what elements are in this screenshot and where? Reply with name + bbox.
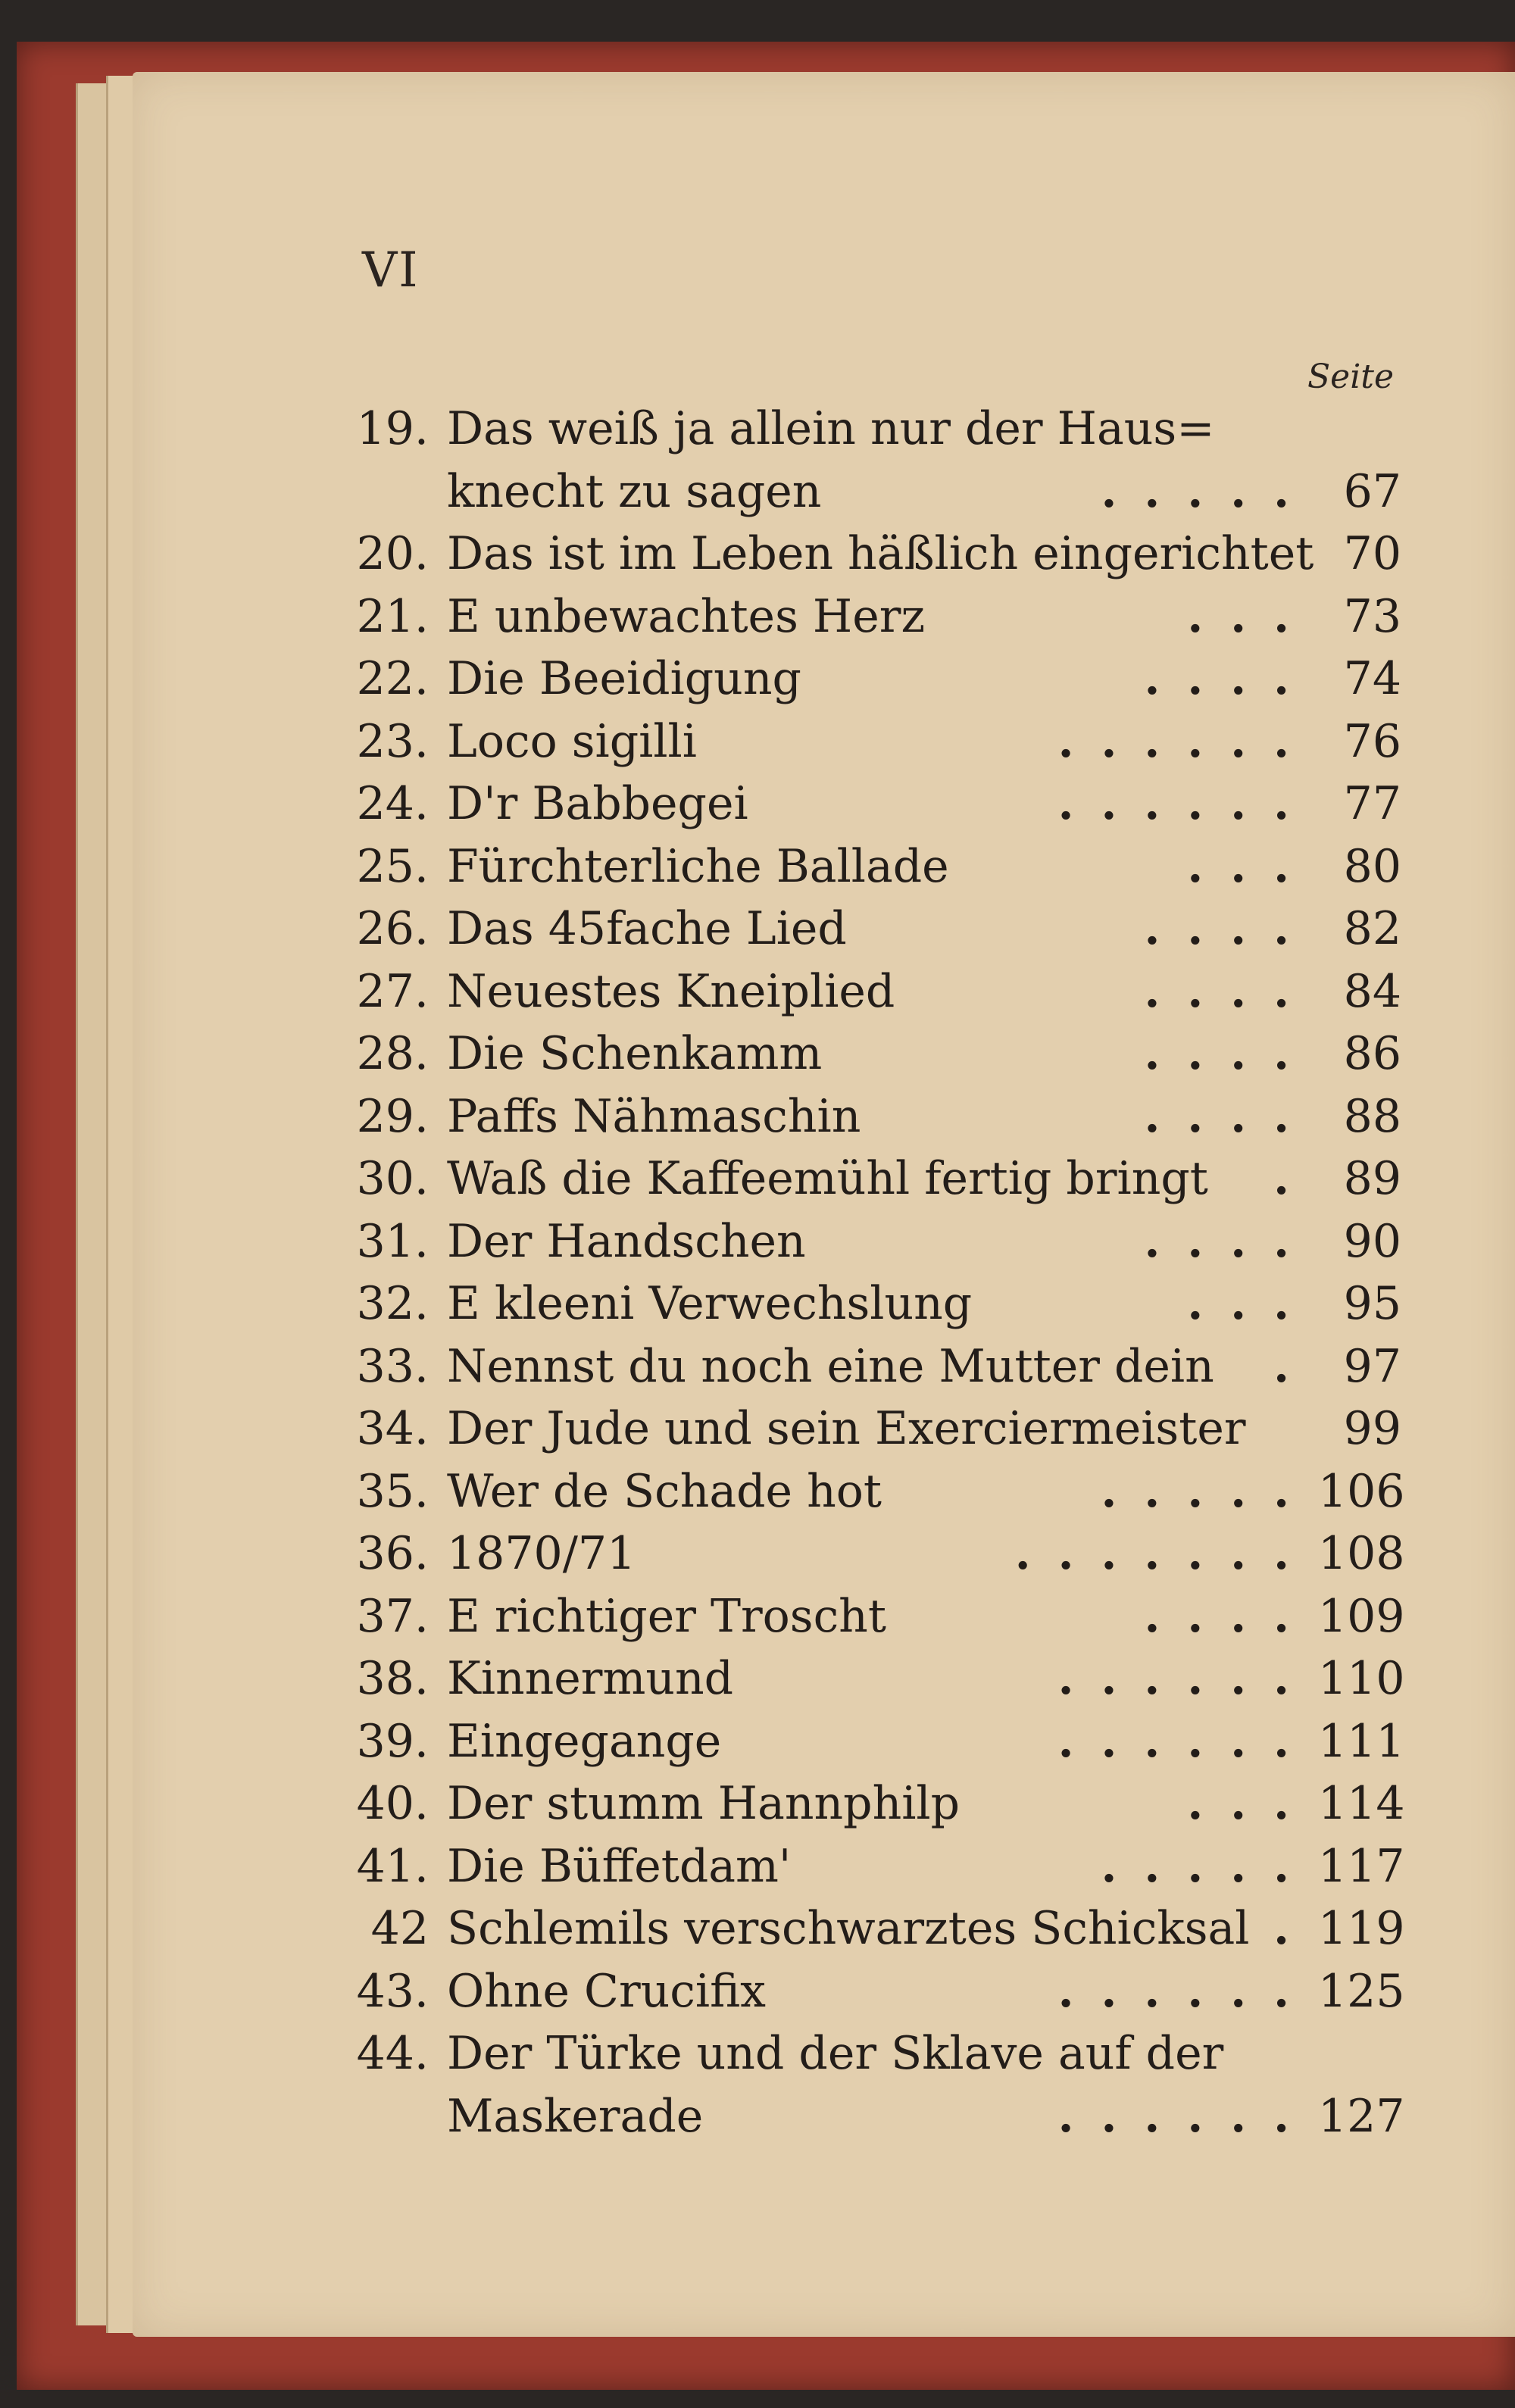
entry-number: 23. — [356, 714, 429, 768]
entry-page-number: 109 — [1318, 1589, 1405, 1643]
entry-number: 19. — [356, 402, 429, 455]
toc-entry — [356, 1523, 1405, 1585]
entry-number: 28. — [356, 1027, 429, 1080]
toc-entry — [356, 2085, 1405, 2148]
entry-title: Der Handschen — [447, 1214, 806, 1268]
toc-entry — [356, 1023, 1401, 1085]
entry-title: E kleeni Verwechslung — [447, 1277, 973, 1330]
entry-title: Ohne Crucifix — [447, 1964, 766, 2018]
leader-dots: .... — [1144, 1214, 1317, 1268]
toc-entry — [356, 773, 1401, 835]
entry-number: 38. — [356, 1652, 429, 1705]
entry-title: Wer de Schade hot — [447, 1464, 882, 1518]
leader-dots: ... — [1187, 589, 1317, 643]
entry-page-number: 88 — [1343, 1089, 1401, 1143]
entry-title: Der Türke und der Sklave auf der — [447, 2027, 1224, 2080]
leader-dots: ..... — [1101, 1464, 1317, 1518]
entry-number: 35. — [356, 1464, 429, 1518]
entry-number: 40. — [356, 1777, 429, 1830]
toc-entry — [356, 398, 1401, 461]
entry-number: 24. — [356, 777, 429, 830]
entry-number: 43. — [356, 1964, 429, 2018]
entry-page-number: 97 — [1343, 1339, 1401, 1393]
leader-dots: ...... — [1057, 714, 1317, 768]
entry-page-number: 127 — [1318, 2089, 1405, 2143]
leader-dots: ...... — [1057, 1714, 1317, 1768]
entry-number: 20. — [356, 527, 429, 580]
entry-title: Die Beeidigung — [447, 652, 801, 705]
toc-entry — [356, 1772, 1405, 1835]
leader-dots: .... — [1144, 652, 1317, 705]
entry-page-number: 77 — [1343, 777, 1401, 830]
entry-page-number: 86 — [1343, 1027, 1401, 1080]
entry-number: 30. — [356, 1152, 429, 1205]
toc-entry — [356, 1210, 1401, 1273]
entry-number: 26. — [356, 902, 429, 955]
toc-entry — [356, 648, 1401, 711]
entry-title: Neuestes Kneiplied — [447, 964, 895, 1018]
entry-title: E richtiger Troscht — [447, 1589, 886, 1643]
entry-title: knecht zu sagen — [447, 464, 822, 518]
toc-entry — [356, 1085, 1401, 1148]
leader-dots: ...... — [1057, 1652, 1317, 1705]
entry-number: 32. — [356, 1277, 429, 1330]
entry-number: 25. — [356, 839, 429, 893]
entry-number: 21. — [356, 589, 429, 643]
leader-dots: ... — [1187, 1777, 1317, 1830]
entry-title: Eingegange — [447, 1714, 722, 1768]
toc-entry — [356, 835, 1401, 898]
entry-page-number: 90 — [1343, 1214, 1401, 1268]
entry-page-number: 106 — [1318, 1464, 1405, 1518]
entry-title: Maskerade — [447, 2089, 704, 2143]
entry-title: Schlemils verschwarztes Schicksal — [447, 1902, 1250, 1955]
entry-page-number: 99 — [1343, 1402, 1401, 1455]
entry-title: Nennst du noch eine Mutter dein — [447, 1339, 1214, 1393]
toc-entry — [356, 1460, 1405, 1523]
entry-page-number: 114 — [1318, 1777, 1405, 1830]
toc-entry — [356, 898, 1401, 960]
leader-dots: ... — [1187, 839, 1317, 893]
entry-title: Fürchterliche Ballade — [447, 839, 949, 893]
leader-dots: ....... — [1014, 1527, 1317, 1580]
leader-dots: .... — [1144, 964, 1317, 1018]
leader-dots: .... — [1144, 902, 1317, 955]
toc-entry — [356, 523, 1401, 586]
toc-entry — [356, 586, 1401, 648]
toc-entry — [356, 1960, 1405, 2023]
entry-number: 29. — [356, 1089, 429, 1143]
entry-number: 27. — [356, 964, 429, 1018]
leader-dots: ...... — [1057, 777, 1317, 830]
toc-entry — [356, 1585, 1405, 1648]
toc-entry — [356, 960, 1401, 1023]
leader-dots: ..... — [1101, 1839, 1317, 1893]
entry-title: D'r Babbegei — [447, 777, 748, 830]
entry-page-number: 108 — [1318, 1527, 1405, 1580]
entry-number: 22. — [356, 652, 429, 705]
entry-number: 31. — [356, 1214, 429, 1268]
entry-title: Das 45fache Lied — [447, 902, 847, 955]
entry-page-number: 76 — [1343, 714, 1401, 768]
entry-page-number: 80 — [1343, 839, 1401, 893]
entry-page-number: 70 — [1343, 527, 1401, 580]
entry-page-number: 89 — [1343, 1152, 1401, 1205]
leader-dots: .... — [1144, 1589, 1317, 1643]
toc-entry — [356, 711, 1401, 773]
leader-dots: .... — [1144, 1089, 1317, 1143]
toc-entry — [356, 1897, 1405, 1960]
entry-title: 1870/71 — [447, 1527, 636, 1580]
toc-entry — [356, 1335, 1401, 1398]
leader-dots: . — [1273, 1902, 1317, 1955]
leader-dots: ...... — [1057, 1964, 1317, 2018]
entry-title: Die Büffetdam' — [447, 1839, 792, 1893]
entry-page-number: 95 — [1343, 1277, 1401, 1330]
leader-dots: . — [1273, 1152, 1317, 1205]
entry-page-number: 119 — [1318, 1902, 1405, 1955]
leader-dots: ... — [1187, 1277, 1317, 1330]
entry-title: Paffs Nähmaschin — [447, 1089, 861, 1143]
leader-dots: ..... — [1101, 464, 1317, 518]
page-number: VI — [362, 242, 420, 298]
leader-dots: ...... — [1057, 2089, 1317, 2143]
entry-page-number: 117 — [1318, 1839, 1405, 1893]
entry-title: Das weiß ja allein nur der Haus= — [447, 402, 1215, 455]
entry-number: 41. — [356, 1839, 429, 1893]
entry-page-number: 125 — [1318, 1964, 1405, 2018]
entry-title: Loco sigilli — [447, 714, 697, 768]
toc-entry — [356, 1647, 1405, 1710]
entry-page-number: 67 — [1343, 464, 1401, 518]
entry-number: 33. — [356, 1339, 429, 1393]
toc-entry — [356, 2022, 1401, 2085]
entry-number: 39. — [356, 1714, 429, 1768]
entry-page-number: 82 — [1343, 902, 1401, 955]
entry-number: 37. — [356, 1589, 429, 1643]
seite-label: Seite — [1307, 358, 1394, 396]
toc-entry — [356, 1398, 1401, 1460]
toc-entry — [356, 1148, 1401, 1210]
entry-page-number: 73 — [1343, 589, 1401, 643]
entry-title: Der stumm Hannphilp — [447, 1777, 960, 1830]
entry-title: Das ist im Leben häßlich eingerichtet — [447, 527, 1314, 580]
entry-number: 44. — [356, 2027, 429, 2080]
entry-title: Waß die Kaffeemühl fertig bringt — [447, 1152, 1208, 1205]
toc-entry — [356, 1710, 1405, 1773]
entry-title: Kinnermund — [447, 1652, 734, 1705]
entry-title: Die Schenkamm — [447, 1027, 823, 1080]
entry-number: 36. — [356, 1527, 429, 1580]
toc-entry — [356, 1273, 1401, 1335]
entry-number: 42 — [370, 1902, 429, 1955]
entry-page-number: 111 — [1318, 1714, 1405, 1768]
entry-page-number: 84 — [1343, 964, 1401, 1018]
entry-title: Der Jude und sein Exerciermeister — [447, 1402, 1246, 1455]
entry-page-number: 74 — [1343, 652, 1401, 705]
entry-page-number: 110 — [1318, 1652, 1405, 1705]
toc-entry — [356, 461, 1401, 523]
leader-dots: . — [1273, 1339, 1317, 1393]
leader-dots: .... — [1144, 1027, 1317, 1080]
entry-title: E unbewachtes Herz — [447, 589, 926, 643]
table-of-contents — [356, 398, 1405, 2147]
toc-entry — [356, 1835, 1405, 1898]
entry-number: 34. — [356, 1402, 429, 1455]
